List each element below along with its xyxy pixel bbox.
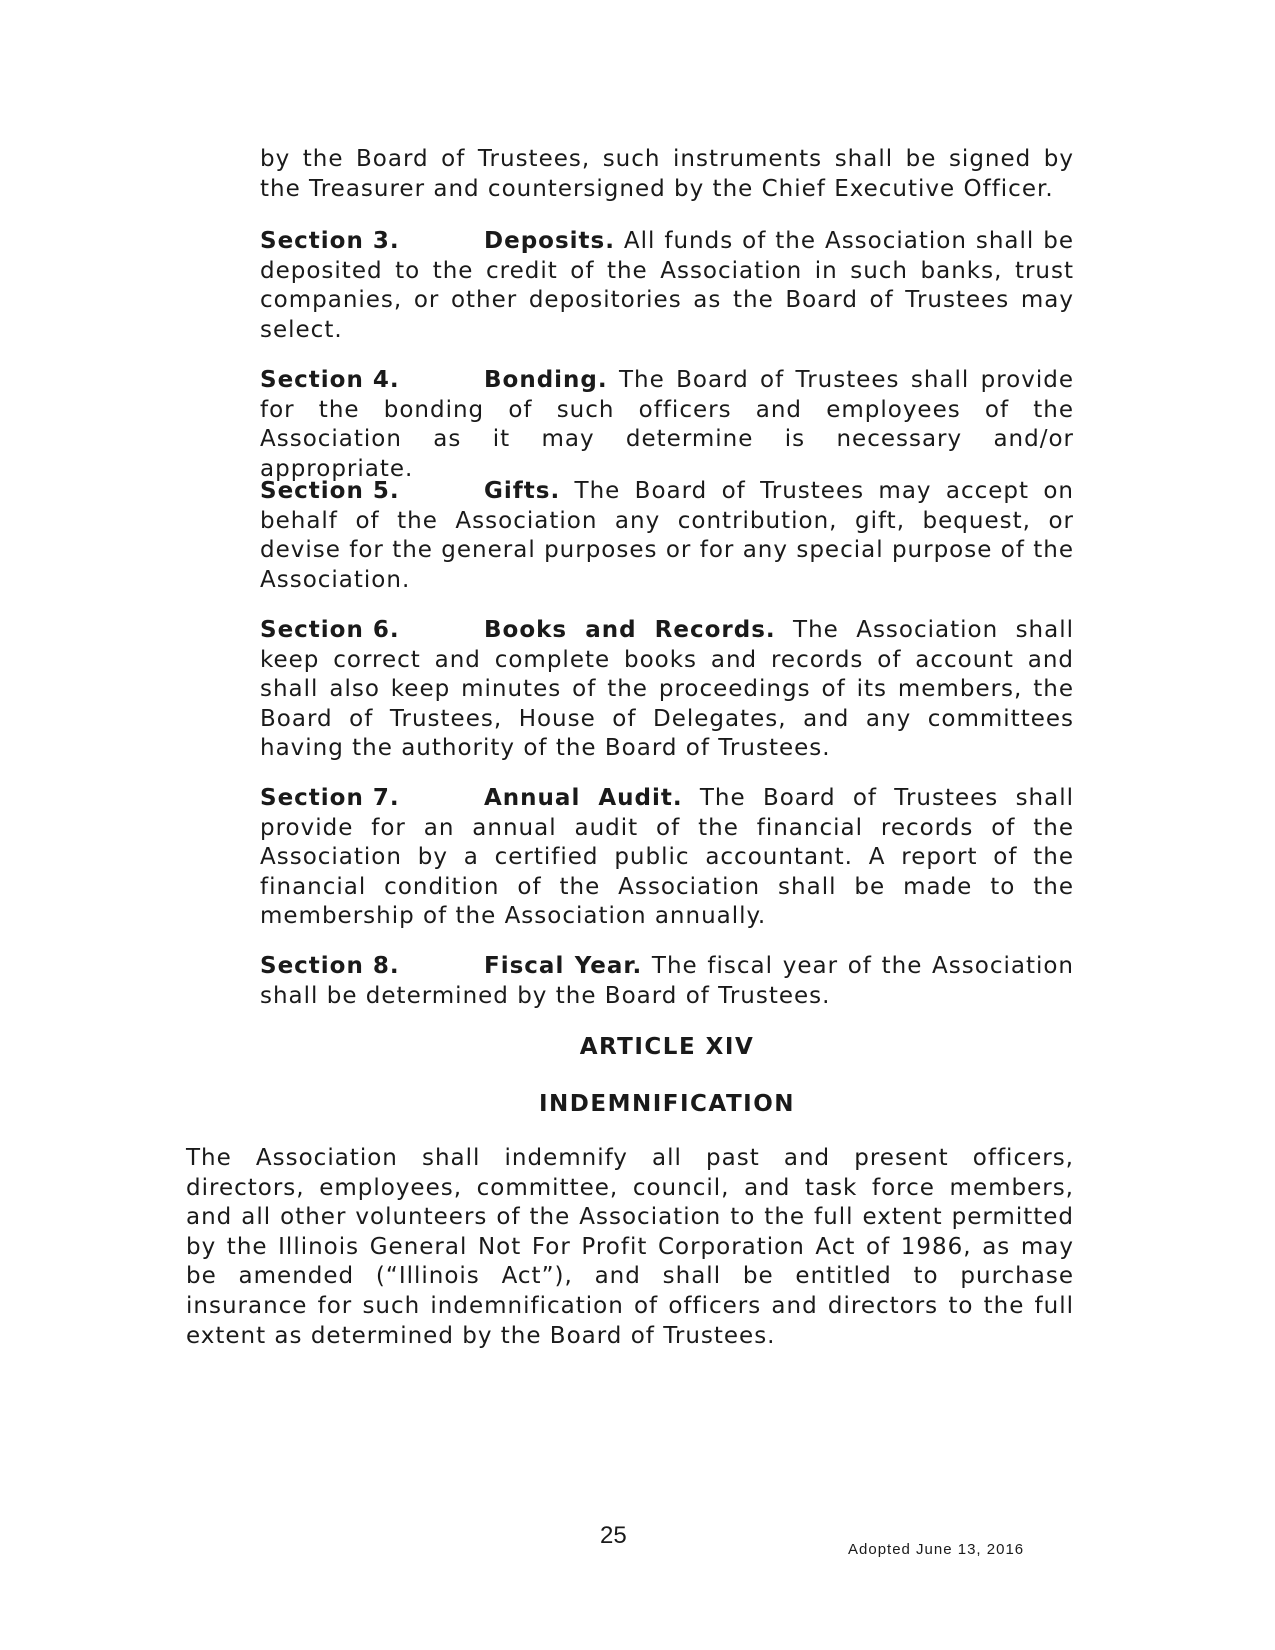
- adopted-date: Adopted June 13, 2016: [848, 1541, 1025, 1558]
- section-body: The Association shall keep correct and complete books and records of account and shall also keep minutes of the proceedings of its members, the Board of Trustees, House of Delegates, and any committees having the authority of the Board of Trustees.: [260, 617, 1075, 762]
- section-label: Section 7.: [260, 785, 400, 811]
- section-7-paragraph: [260, 784, 1074, 932]
- section-6-paragraph: [260, 616, 1074, 764]
- page-number: 25: [600, 1522, 627, 1549]
- section-label: Section 3.: [260, 228, 400, 254]
- section-body: The Board of Trustees shall provide for an annual audit of the financial records of the Association by a certified public accountant. A report of the financial condition of the Association shall be made to the membership of the Association annually.: [260, 785, 1074, 930]
- section-5-paragraph: [260, 477, 1074, 595]
- article-number: ARTICLE XIV: [579, 1034, 755, 1060]
- section-title: Annual Audit.: [484, 785, 683, 811]
- article-title: INDEMNIFICATION: [538, 1091, 795, 1117]
- section-title: Bonding.: [484, 367, 608, 393]
- section-4-paragraph: [260, 366, 1074, 484]
- section-label: Section 4.: [260, 367, 400, 393]
- section-title: Deposits.: [484, 228, 615, 254]
- section-8-paragraph: [260, 952, 1074, 1011]
- article-body-paragraph: The Association shall indemnify all past and present officers, directors, employees, committee, council, and task force members, and all other volunteers of the Association to the full extent permitted by the Illinois General Not For Profit Corporation Act of 1986, as may be amended (“Illinois Act”), and shall be entitled to purchase insurance for such indemnification of officers and directors to the full extent as determined by the Board of Trustees.: [186, 1145, 1074, 1349]
- continuation-paragraph: by the Board of Trustees, such instruments shall be signed by the Treasurer and countersigned by the Chief Executive Officer.: [260, 146, 1074, 202]
- section-3-paragraph: [260, 227, 1074, 345]
- section-title: Gifts.: [484, 478, 561, 504]
- section-title: Books and Records.: [484, 617, 776, 643]
- section-title: Fiscal Year.: [484, 953, 643, 979]
- section-body: The fiscal year of the Association shall be determined by the Board of Trustees.: [260, 953, 1075, 1009]
- section-label: Section 6.: [260, 617, 400, 643]
- section-body: The Board of Trustees shall provide for the bonding of such officers and employees of the Association as it may determine is necessary and/or appropriate.: [260, 367, 1074, 482]
- section-label: Section 8.: [260, 953, 400, 979]
- section-body: All funds of the Association shall be deposited to the credit of the Association in such banks, trust companies, or other depositories as the Board of Trustees may select.: [260, 228, 1074, 343]
- section-label: Section 5.: [260, 478, 400, 504]
- section-body: The Board of Trustees may accept on behalf of the Association any contribution, gift, bequest, or devise for the general purposes or for any special purpose of the Association.: [260, 478, 1075, 593]
